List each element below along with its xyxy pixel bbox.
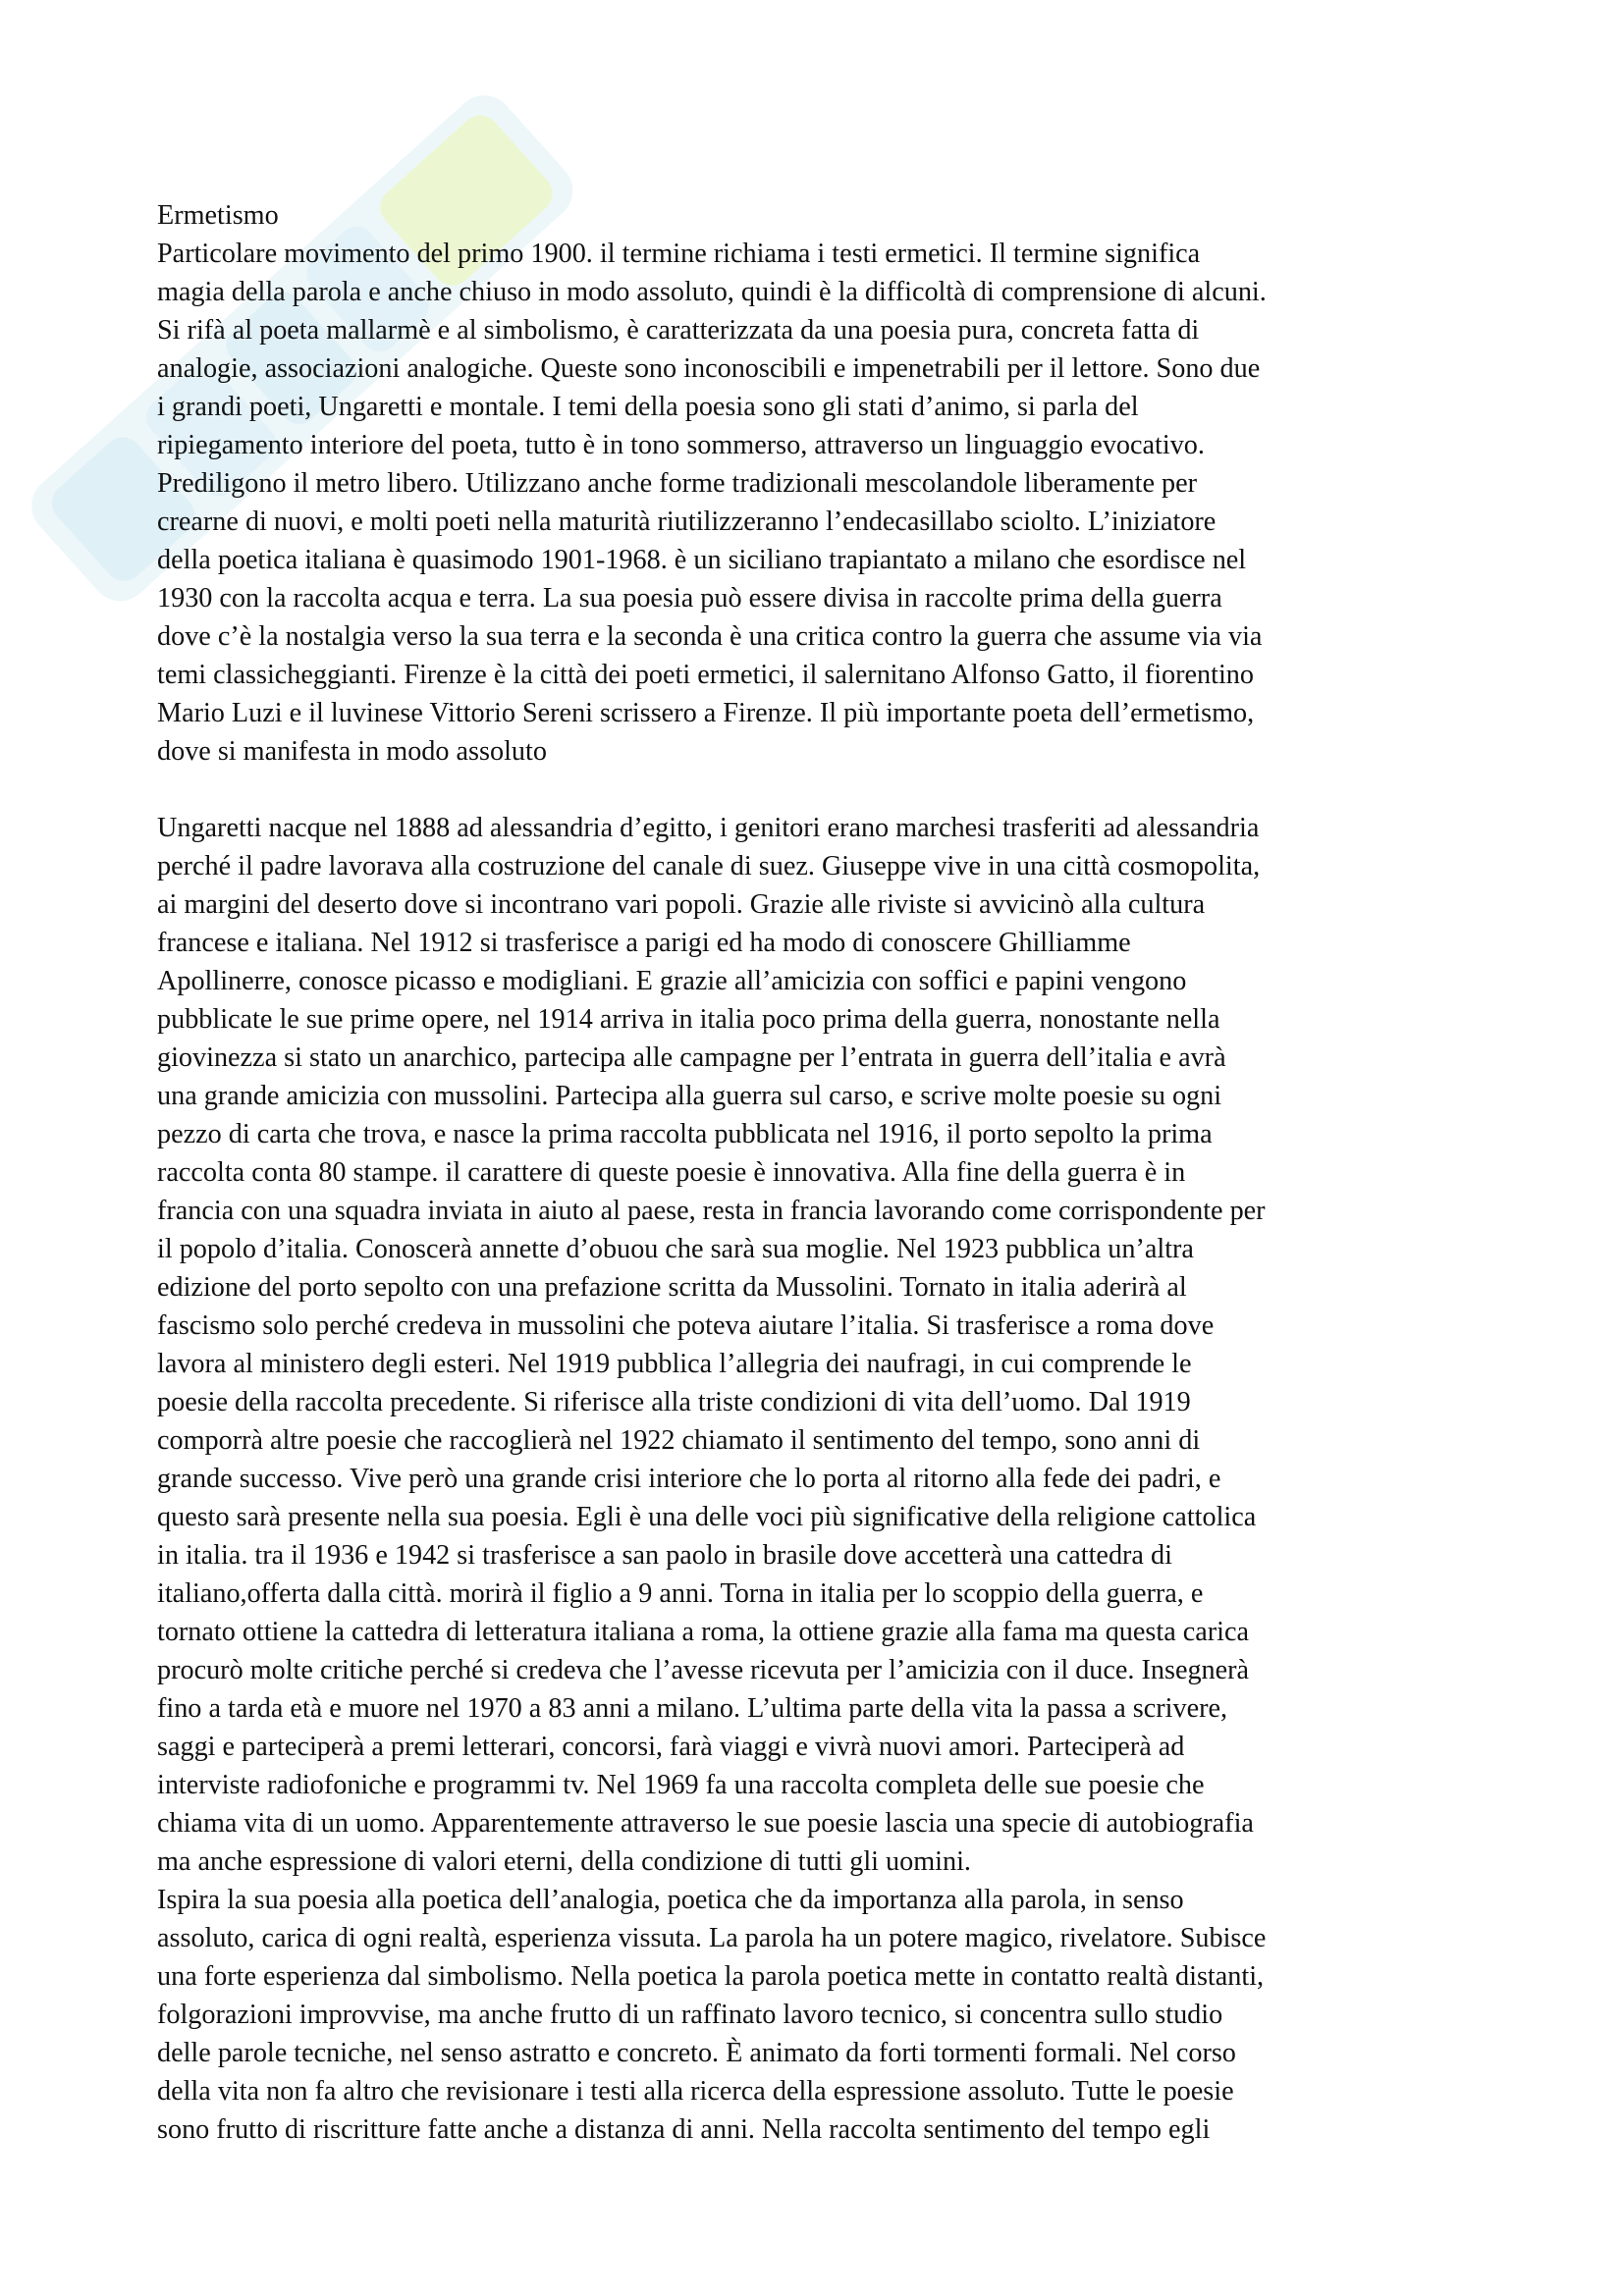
paragraph-gap xyxy=(157,771,1473,809)
document-title: Ermetismo xyxy=(157,200,279,231)
paragraph-ermetismo: Particolare movimento del primo 1900. il termine richiama i testi ermetici. Il termine significa magia della parola e anche chiuso in modo assoluto, quindi è la difficoltà di comprensione di alcuni. Si rifà al poeta mallarmè e al simbolismo, è caratterizzata da una poesia pura, concreta fatta di analogie, associazioni analogiche. Queste sono inconoscibili e impenetrabili per il lettore. Sono due i grandi poeti, Ungaretti e montale. I temi della poesia sono gli stati d’animo, si parla del ripiegamento interiore del poeta, tutto è in tono sommerso, attraverso un linguaggio evocativo. Prediligono il metro libero. Utilizzano anche forme tradizionali mescolandole liberamente per crearne di nuovi, e molti poeti nella maturità riutilizzeranno l’endecasillabo sciolto. L’iniziatore della poetica italiana è quasimodo 1901-1968. è un siciliano trapiantato a milano che esordisce nel 1930 con la raccolta acqua e terra. La sua poesia può essere divisa in raccolte prima della guerra dove c’è la nostalgia verso la sua terra e la seconda è una critica contro la guerra che assume via via temi classicheggianti. Firenze è la città dei poeti ermetici, il salernitano Alfonso Gatto, il fiorentino Mario Luzi e il luvinese Vittorio Sereni scrissero a Firenze. Il più importante poeta dell’ermetismo, dove si manifesta in modo assoluto xyxy=(157,239,1267,767)
paragraph-ungaretti-biography: Ungaretti nacque nel 1888 ad alessandria d’egitto, i genitori erano marchesi trasferiti ad alessandria perché il padre lavorava alla costruzione del canale di suez. Giuseppe vive in una città cosmopolita, ai margini del deserto dove si incontrano vari popoli. Grazie alle riviste si avvicinò alla cultura francese e italiana. Nel 1912 si trasferisce a parigi ed ha modo di conoscere Ghilliamme Apollinerre, conosce picasso e modigliani. E grazie all’amicizia con soffici e papini vengono pubblicate le sue prime opere, nel 1914 arriva in italia poco prima della guerra, nonostante nella giovinezza si stato un anarchico, partecipa alle campagne per l’entrata in guerra dell’italia e avrà una grande amicizia con mussolini. Partecipa alla guerra sul carso, e scrive molte poesie su ogni pezzo di carta che trova, e nasce la prima raccolta pubblicata nel 1916, il porto sepolto la prima raccolta conta 80 stampe. il carattere di queste poesie è innovativa. Alla fine della guerra è in francia con una squadra inviata in aiuto al paese, resta in francia lavorando come corrispondente per il popolo d’italia. Conoscerà annette d’obuou che sarà sua moglie. Nel 1923 pubblica un’altra edizione del porto sepolto con una prefazione scritta da Mussolini. Tornato in italia aderirà al fascismo solo perché credeva in mussolini che poteva aiutare l’italia. Si trasferisce a roma dove lavora al ministero degli esteri. Nel 1919 pubblica l’allegria dei naufragi, in cui comprende le poesie della raccolta precedente. Si riferisce alla triste condizioni di vita dell’uomo. Dal 1919 comporrà altre poesie che raccoglierà nel 1922 chiamato il sentimento del tempo, sono anni di grande successo. Vive però una grande crisi interiore che lo porta al ritorno alla fede dei padri, e questo sarà presente nella sua poesia. Egli è una delle voci più significative della religione cattolica in italia. tra il 1936 e 1942 si trasferisce a san paolo in brasile dove accetterà una cattedra di italiano,offerta dalla città. morirà il figlio a 9 anni. Torna in italia per lo scoppio della guerra, e tornato ottiene la cattedra di letteratura italiana a roma, la ottiene grazie alla fama ma questa carica procurò molte critiche perché si credeva che l’avesse ricevuta per l’amicizia con il duce. Insegnerà fino a tarda età e muore nel 1970 a 83 anni a milano. L’ultima parte della vita la passa a scrivere, saggi e parteciperà a premi letterari, concorsi, farà viaggi e vivrà nuovi amori. Parteciperà ad interviste radiofoniche e programmi tv. Nel 1969 fa una raccolta completa delle sue poesie che chiama vita di un uomo. Apparentemente attraverso le sue poesie lascia una specie di autobiografia ma anche espressione di valori eterni, della condizione di tutti gli uomini. xyxy=(157,813,1266,1877)
paragraph-ungaretti-poetics: Ispira la sua poesia alla poetica dell’analogia, poetica che da importanza alla parola, in senso assoluto, carica di ogni realtà, esperienza vissuta. La parola ha un potere magico, rivelatore. Subisce una forte esperienza dal simbolismo. Nella poetica la parola poetica mette in contatto realtà distanti, folgorazioni improvvise, ma anche frutto di un raffinato lavoro tecnico, si concentra sullo studio delle parole tecniche, nel senso astratto e concreto. È animato da forti tormenti formali. Nel corso della vita non fa altro che revisionare i testi alla ricerca della espressione assoluto. Tutte le poesie sono frutto di riscritture fatte anche a distanza di anni. Nella raccolta sentimento del tempo egli xyxy=(157,1885,1267,2145)
document-page xyxy=(157,196,1473,2149)
